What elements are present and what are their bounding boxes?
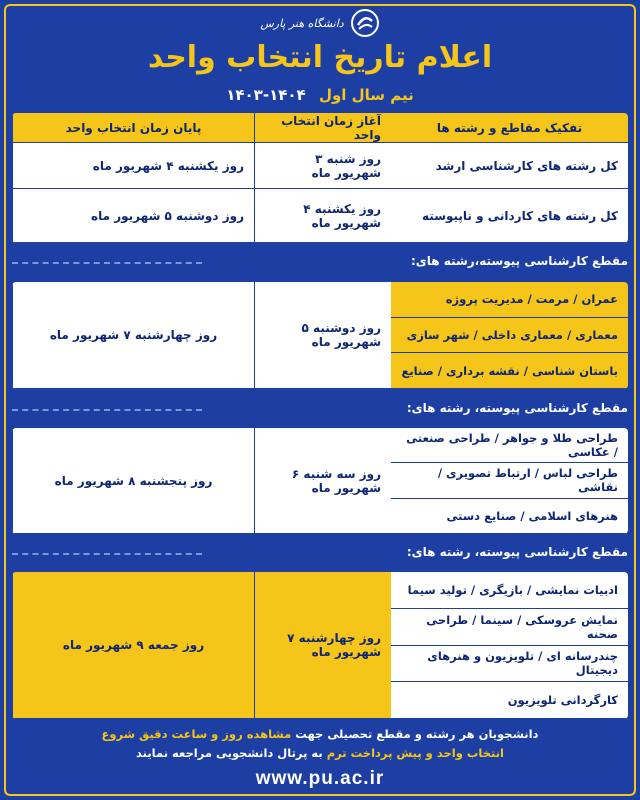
footer-highlight: مشاهده روز و ساعت دقیق شروع (101, 727, 292, 741)
section-divider (12, 262, 202, 264)
semester-label: نیم سال اول (318, 86, 414, 104)
field-item: معماری / معماری داخلی / شهر سازی (391, 318, 628, 354)
schedule-table-section-2 (12, 428, 628, 534)
section-2-end: روز پنجشنبه ۸ شهریور ماه (12, 428, 254, 534)
section-divider (12, 409, 202, 411)
section-1-fields (391, 282, 628, 389)
field-item: باستان شناسی / نقشه برداری / صنایع (401, 363, 618, 378)
logo-mark-icon (350, 8, 380, 38)
row-masters-end: روز یکشنبه ۴ شهریور ماه (12, 143, 254, 189)
section-label-3 (407, 545, 628, 559)
field-item: کارگردانی تلویزیون (507, 693, 618, 708)
university-logo (0, 6, 640, 40)
section-1-start: روز دوشنبه ۵ شهریور ماه (254, 282, 391, 389)
field-item: عمران / مرمت / مدیریت پروژه (391, 282, 628, 318)
section-label-1 (411, 254, 628, 268)
field-item: نمایش عروسکی / سینما / طراحی صحنه (391, 609, 628, 646)
field-item: چندرسانه ای / تلویزیون و هنرهای دیجیتال (391, 646, 628, 683)
semester-line (0, 86, 640, 104)
header-end: پایان زمان انتخاب واحد (12, 113, 254, 143)
footer-text: به پرتال دانشجویی مراجعه نمایند (136, 746, 323, 760)
logo-text: دانشگاه هنر پارس (260, 16, 344, 30)
row-associate-end: روز دوشنبه ۵ شهریور ماه (12, 189, 254, 243)
footer-line-1 (0, 727, 640, 741)
schedule-table-top (12, 113, 628, 243)
footer-text: دانشجویان هر رشته و مقطع تحصیلی جهت (295, 727, 539, 741)
schedule-table-section-3 (12, 572, 628, 719)
row-masters-start: روز شنبه ۳ شهریور ماه (254, 143, 391, 189)
row-associate-category: کل رشته های کاردانی و ناپیوسته (391, 189, 628, 243)
section-3-fields (391, 572, 628, 719)
section-label-text: مقطع کارشناسی پیوسته، رشته های: (406, 401, 628, 415)
field-item: طراحی طلا و جواهر / طراحی صنعتی / عکاسی (391, 428, 628, 463)
field-item: ادبیات نمایشی / بازیگری / تولید سیما (391, 572, 628, 609)
section-label-text: مقطع کارشناسی پیوسته، رشته های: (406, 545, 628, 559)
section-3-end: روز جمعه ۹ شهریور ماه (12, 572, 254, 719)
section-2-fields (391, 428, 628, 534)
row-masters-category: کل رشته های کارشناسی ارشد (391, 143, 628, 189)
academic-year: ۱۴۰۴-۱۴۰۳ (226, 86, 306, 104)
website-link[interactable]: www.pu.ac.ir (255, 768, 385, 789)
header-start: آغاز زمان انتخاب واحد (254, 113, 391, 143)
section-label-2 (407, 401, 628, 415)
section-label-text: مقطع کارشناسی پیوسته،رشته های: (411, 254, 628, 268)
footer-line-2 (0, 746, 640, 760)
schedule-table-section-1 (12, 282, 628, 389)
header-category: تفکیک مقاطع و رشته ها (391, 113, 628, 143)
row-associate-start: روز یکشنبه ۴ شهریور ماه (254, 189, 391, 243)
footer-highlight: انتخاب واحد و پیش پرداخت ترم (326, 746, 504, 760)
field-item: طراحی لباس / ارتباط تصویری / نقاشی (391, 463, 628, 498)
section-2-start: روز سه شنبه ۶ شهریور ماه (254, 428, 391, 534)
section-divider (12, 553, 202, 555)
field-item: هنرهای اسلامی / صنایع دستی (446, 508, 618, 523)
page-title: اعلام تاریخ انتخاب واحد (147, 40, 493, 75)
section-3-start: روز چهارشنبه ۷ شهریور ماه (254, 572, 391, 719)
section-1-end: روز چهارشنبه ۷ شهریور ماه (12, 282, 254, 389)
